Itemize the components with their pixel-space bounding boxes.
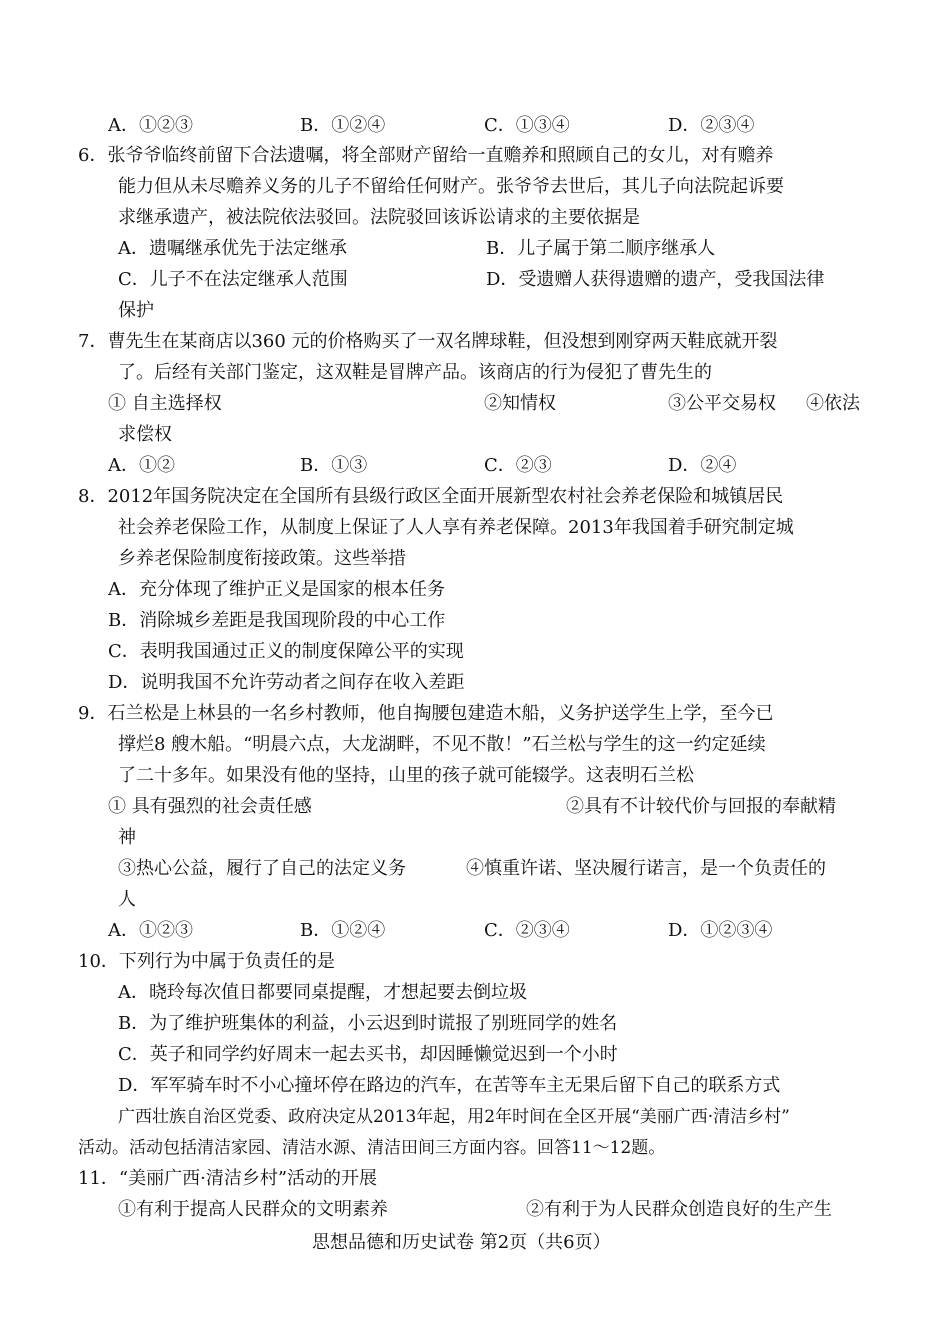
q5-option-a: A．①②③ bbox=[108, 115, 193, 136]
q6-option-a: A．遗嘱继承优先于法定继承 bbox=[118, 238, 347, 259]
q8-stem-line-1: 8．2012年国务院决定在全国所有县级行政区全面开展新型农村社会养老保险和城镇居民 bbox=[78, 486, 784, 507]
q7-choice-4-continued: 求偿权 bbox=[118, 424, 172, 445]
q9-choice-1: ① 具有强烈的社会责任感 bbox=[108, 796, 312, 817]
q10-option-d: D．军军骑车时不小心撞坏停在路边的汽车，在苦等车主无果后留下自己的联系方式 bbox=[118, 1075, 781, 1096]
q11-choice-1: ①有利于提高人民群众的文明素养 bbox=[118, 1199, 388, 1220]
q7-choice-2: ②知情权 bbox=[484, 393, 556, 414]
q6-option-d-continued: 保护 bbox=[118, 300, 154, 321]
q9-stem-line-3: 了二十多年。如果没有他的坚持，山里的孩子就可能辍学。这表明石兰松 bbox=[118, 765, 694, 786]
q6-option-b: B．儿子属于第二顺序继承人 bbox=[486, 238, 716, 259]
q7-choice-4: ④依法 bbox=[806, 393, 860, 414]
q9-stem-line-1: 9．石兰松是上林县的一名乡村教师，他自掏腰包建造木船，义务护送学生上学，至今已 bbox=[78, 703, 774, 724]
q9-choice-4-continued: 人 bbox=[118, 889, 136, 910]
q8-option-a: A．充分体现了维护正义是国家的根本任务 bbox=[108, 579, 445, 600]
q9-choice-2: ②具有不计较代价与回报的奉献精 bbox=[566, 796, 836, 817]
q10-stem: 10．下列行为中属于负责任的是 bbox=[78, 951, 335, 972]
q11-stem: 11．“美丽广西·清洁乡村”活动的开展 bbox=[78, 1168, 378, 1189]
q7-stem-line-1: 7．曹先生在某商店以360 元的价格购买了一双名牌球鞋，但没想到刚穿两天鞋底就开裂 bbox=[78, 331, 778, 352]
q8-option-b: B．消除城乡差距是我国现阶段的中心工作 bbox=[108, 610, 446, 631]
q6-stem-line-2: 能力但从未尽赡养义务的儿子不留给任何财产。张爷爷去世后，其儿子向法院起诉要 bbox=[118, 176, 784, 197]
q7-option-a: A．①② bbox=[108, 455, 175, 476]
q6-stem-line-3: 求继承遗产，被法院依法驳回。法院驳回该诉讼请求的主要依据是 bbox=[118, 207, 640, 228]
q9-choice-3: ③热心公益，履行了自己的法定义务 bbox=[118, 858, 406, 879]
q5-option-c: C．①③④ bbox=[484, 115, 570, 136]
q8-option-c: C．表明我国通过正义的制度保障公平的实现 bbox=[108, 641, 464, 662]
q8-stem-line-2: 社会养老保险工作，从制度上保证了人人享有养老保障。2013年我国着手研究制定城 bbox=[118, 517, 794, 538]
q8-option-d: D．说明我国不允许劳动者之间存在收入差距 bbox=[108, 672, 465, 693]
page-footer: 思想品德和历史试卷 第2页（共6页） bbox=[312, 1232, 611, 1253]
q10-option-c: C．英子和同学约好周末一起去买书，却因睡懒觉迟到一个小时 bbox=[118, 1044, 618, 1065]
q7-choice-1: ① 自主选择权 bbox=[108, 393, 222, 414]
q10-option-b: B．为了维护班集体的利益，小云迟到时谎报了别班同学的姓名 bbox=[118, 1013, 618, 1034]
material-line-1: 广西壮族自治区党委、政府决定从2013年起，用2年时间在全区开展“美丽广西·清洁乡村” bbox=[118, 1107, 790, 1127]
q10-option-a: A．晓玲每次值日都要同桌提醒，才想起要去倒垃圾 bbox=[118, 982, 527, 1003]
q7-option-b: B．①③ bbox=[300, 455, 368, 476]
q11-choice-2: ②有利于为人民群众创造良好的生产生 bbox=[526, 1199, 832, 1220]
q9-option-d: D．①②③④ bbox=[668, 920, 773, 941]
q7-option-d: D．②④ bbox=[668, 455, 737, 476]
q6-option-c: C．儿子不在法定继承人范围 bbox=[118, 269, 348, 290]
q9-stem-line-2: 撑烂8 艘木船。“明晨六点，大龙湖畔，不见不散！”石兰松与学生的这一约定延续 bbox=[118, 734, 766, 755]
q9-option-c: C．②③④ bbox=[484, 920, 570, 941]
q9-choice-2-continued: 神 bbox=[118, 827, 136, 848]
q9-option-b: B．①②④ bbox=[300, 920, 386, 941]
q9-option-a: A．①②③ bbox=[108, 920, 193, 941]
q6-option-d: D．受遗赠人获得遗赠的遗产，受我国法律 bbox=[486, 269, 825, 290]
q7-option-c: C．②③ bbox=[484, 455, 552, 476]
q5-option-d: D．②③④ bbox=[668, 115, 755, 136]
q5-option-b: B．①②④ bbox=[300, 115, 386, 136]
q8-stem-line-3: 乡养老保险制度衔接政策。这些举措 bbox=[118, 548, 406, 569]
q6-stem-line-1: 6．张爷爷临终前留下合法遗嘱，将全部财产留给一直赡养和照顾自己的女儿，对有赡养 bbox=[78, 145, 774, 166]
q9-choice-4: ④慎重许诺、坚决履行诺言，是一个负责任的 bbox=[466, 858, 826, 879]
q7-stem-line-2: 了。后经有关部门鉴定，这双鞋是冒牌产品。该商店的行为侵犯了曹先生的 bbox=[118, 362, 712, 383]
material-line-2: 活动。活动包括清洁家园、清洁水源、清洁田间三方面内容。回答11～12题。 bbox=[78, 1138, 666, 1158]
q7-choice-3: ③公平交易权 bbox=[668, 393, 776, 414]
